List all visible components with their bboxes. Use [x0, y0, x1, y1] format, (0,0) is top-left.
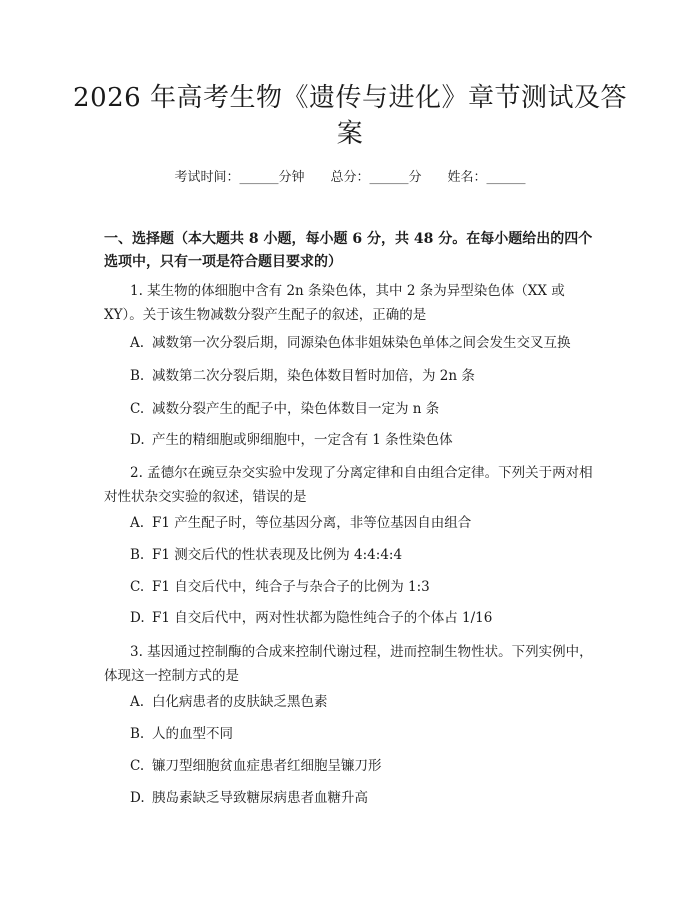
- option-item: [130, 333, 610, 353]
- option-label: D.: [130, 610, 145, 626]
- option-text: 胰岛素缺乏导致糖尿病患者血糖升高: [152, 790, 368, 806]
- option-label: A.: [130, 515, 145, 531]
- option-label: C.: [130, 579, 145, 595]
- option-item: [130, 399, 610, 419]
- option-label: B.: [130, 368, 145, 384]
- question-stem: 2. 孟德尔在豌豆杂交实验中发现了分离定律和自由组合定律。下列关于两对相对性状杂交实验的叙述，错误的是: [104, 465, 593, 505]
- exam-meta: [0, 168, 700, 188]
- option-item: [130, 430, 610, 450]
- option-text: F1 自交后代中，纯合子与杂合子的比例为 1:3: [152, 579, 430, 595]
- option-item: [130, 577, 610, 597]
- option-label: A.: [130, 335, 145, 351]
- option-item: [130, 724, 610, 744]
- option-label: A.: [130, 694, 145, 710]
- name-field: 姓名：______: [447, 170, 526, 185]
- option-item: [130, 545, 610, 565]
- option-text: F1 产生配子时，等位基因分离，非等位基因自由组合: [152, 515, 472, 531]
- option-label: C.: [130, 401, 145, 417]
- option-label: B.: [130, 547, 145, 563]
- option-text: 减数第一次分裂后期，同源染色体非姐妹染色单体之间会发生交叉互换: [152, 335, 571, 351]
- option-label: B.: [130, 726, 145, 742]
- section-heading: 一、选择题（本大题共 8 小题，每小题 6 分，共 48 分。在每小题给出的四个选项中，只有一项是符合题目要求的）: [104, 231, 593, 270]
- question-stem: 1. 某生物的体细胞中含有 2n 条染色体，其中 2 条为异型染色体（XX 或 XY）。关于该生物减数分裂产生配子的叙述，正确的是: [104, 283, 565, 323]
- option-text: 减数第二次分裂后期，染色体数目暂时加倍，为 2n 条: [152, 368, 475, 384]
- option-text: F1 测交后代的性状表现及比例为 4:4:4:4: [152, 547, 403, 563]
- question-stem: 3. 基因通过控制酶的合成来控制代谢过程，进而控制生物性状。下列实例中，体现这一控制方式的是: [104, 644, 593, 684]
- option-item: [130, 692, 610, 712]
- option-text: 产生的精细胞或卵细胞中，一定含有 1 条性染色体: [152, 432, 453, 448]
- option-item: [130, 513, 610, 533]
- total-score-field: 总分：______分: [330, 170, 422, 185]
- option-text: 镰刀型细胞贫血症患者红细胞呈镰刀形: [152, 758, 382, 774]
- option-item: [130, 788, 610, 808]
- option-text: 白化病患者的皮肤缺乏黑色素: [152, 694, 328, 710]
- page-title: 2026 年高考生物《遗传与进化》章节测试及答案: [73, 83, 627, 149]
- option-item: [130, 756, 610, 776]
- option-item: [130, 366, 610, 386]
- option-label: C.: [130, 758, 145, 774]
- option-label: D.: [130, 790, 145, 806]
- option-label: D.: [130, 432, 145, 448]
- option-item: [130, 608, 610, 628]
- option-text: 人的血型不同: [152, 726, 233, 742]
- option-text: F1 自交后代中，两对性状都为隐性纯合子的个体占 1/16: [152, 610, 493, 626]
- option-text: 减数分裂产生的配子中，染色体数目一定为 n 条: [152, 401, 440, 417]
- exam-time-field: 考试时间：______分钟: [174, 170, 305, 185]
